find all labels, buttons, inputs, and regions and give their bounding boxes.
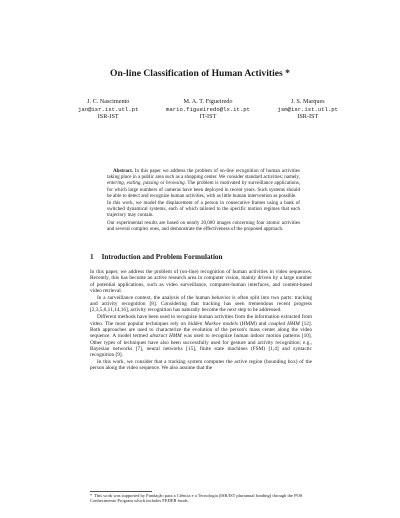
author-block xyxy=(78,98,338,121)
paper-title: On-line Classification of Human Activities * xyxy=(110,68,290,79)
body-emphasis: coupled HMM xyxy=(268,320,300,327)
abstract-text: In this paper we address the problem of on-line recognition of human activities taking place in a public area such as a shopping center. We consider standard activities; namely, xyxy=(107,168,301,181)
body-text-run: was used to recognize human indoor motion patterns [10]. Other types of techniques have also been successfully used for gesture and activity recognition; e.g., Bayesian networks [7], neural networks [15], finite state machines (FSM) [1,4] and syntactic recognition [9]. xyxy=(90,333,313,359)
footnote xyxy=(90,493,312,504)
body-text-run: [12]. Both approaches are used to characterize the evolution of the person's mass center along the video sequence. A model termed xyxy=(90,320,312,340)
body-paragraph: In this work, we consider that a tracking system computes the active region (bounding box) of the person along the video sequence. We also assume that the xyxy=(90,358,312,372)
body-paragraph: In a surveillance context, the analysis of the human behavior is often split into two parts: tracking and activity recognition [8]. Considering that tracking has seen tremendous recent progress [2,3,5,6,11,14,16], activity recognition has naturally become the next step to be addressed. xyxy=(90,294,312,314)
abstract-emphasis: entering, exiting, passing xyxy=(107,180,159,187)
abstract-text: . The problem is motivated by surveillance applications, for which large numbers of cameras have been deployed in recent years. Such systems should be able to detect and recognize human activities, with as little human intervention as possible. xyxy=(107,180,301,199)
footnote-mark: * xyxy=(90,493,92,498)
body-paragraph: In this paper, we address the problem of (on-line) recognition of human activities in video sequences. Recently, this has become an active research area in computer vision, mainly driven by a large number of potential applications, such as video surveillance, computer-human interfaces, and content-based video retrieval. xyxy=(90,269,312,295)
author-email: jan@isr.ist.utl.pt xyxy=(78,105,139,113)
author-affiliation: IT-IST xyxy=(199,113,217,121)
author-2 xyxy=(166,98,250,121)
author-affiliation: ISR-IST xyxy=(97,113,119,121)
section-title: Introduction and Problem Formulation xyxy=(101,253,223,261)
author-3 xyxy=(278,98,338,121)
author-name: J. S. Marques xyxy=(290,98,325,105)
abstract-paragraph: Our experimental results are based on nearly 20,000 images concerning four atomic activities and several complex ones, and demonstrate the effectiveness of the proposed approach. xyxy=(107,219,300,232)
abstract-label: Abstract. xyxy=(113,168,134,174)
abstract-paragraph: In this work, we model the displacement of a person in consecutive frames using a bank of switched dynamical systems, each of which tailored to the specific motion regimes that each trajectory may contain. xyxy=(107,200,300,219)
author-1 xyxy=(78,98,138,121)
body-paragraph xyxy=(90,314,312,358)
section-number: 1 xyxy=(90,253,94,261)
author-name: M. A. T. Figueiredo xyxy=(183,98,233,105)
abstract xyxy=(107,168,300,233)
author-affiliation: ISR-IST xyxy=(297,113,319,121)
abstract-paragraph xyxy=(107,168,300,199)
section-heading xyxy=(90,253,223,261)
author-email: jsm@isr.ist.utl.pt xyxy=(277,105,338,113)
body-emphasis: hidden Markov models xyxy=(188,320,238,327)
abstract-emphasis: browsing xyxy=(166,180,185,187)
footnote-text: This work was supported by Fundação para a Ciência e a Tecnologia (ISR/IST plurianual funding) through the POS Conhecimento Program which includes FEDER funds. xyxy=(90,493,303,504)
body-text-run: Different methods have been used to recognize human activities from the information extracted from video. The most popular techniques rely on xyxy=(90,314,312,327)
body-emphasis: abstract HMM xyxy=(149,333,182,340)
footnote-rule xyxy=(90,491,152,492)
author-name: J. C. Nascimento xyxy=(87,98,130,105)
abstract-text: or xyxy=(160,180,165,187)
author-email: mario.figueiredo@lx.it.pt xyxy=(166,105,250,113)
body-text xyxy=(90,269,312,372)
body-text-run: (HMM) and xyxy=(239,320,267,327)
